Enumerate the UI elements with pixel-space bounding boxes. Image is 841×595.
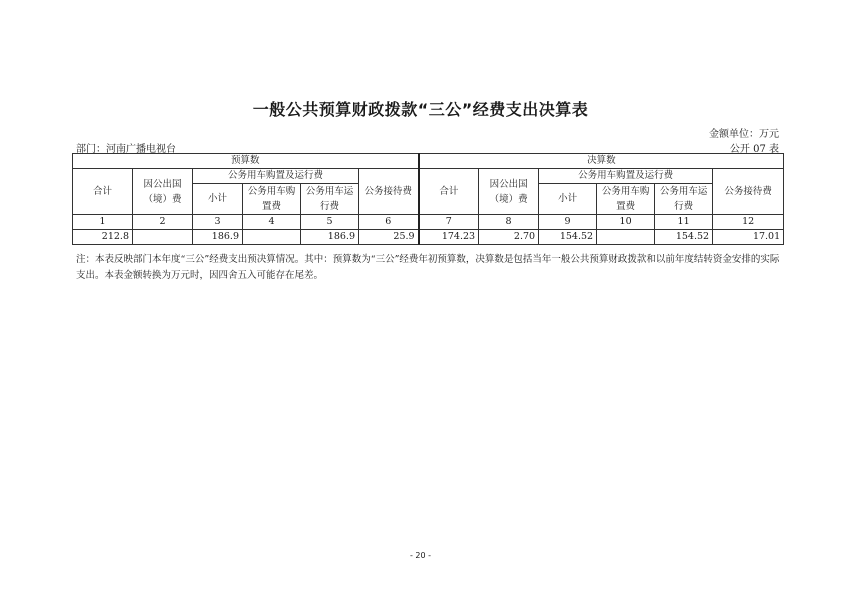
data-cell: 174.23 [419, 230, 479, 245]
final-vehicle-header: 公务用车购置及运行费 [539, 169, 713, 184]
data-cell: 212.8 [73, 230, 133, 245]
budget-subtotal-header: 小计 [193, 184, 243, 215]
column-number: 4 [243, 215, 301, 230]
column-number: 5 [301, 215, 359, 230]
data-cell: 25.9 [359, 230, 419, 245]
data-cell [243, 230, 301, 245]
budget-reception-header: 公务接待费 [359, 169, 419, 215]
amount-unit: 金额单位：万元 [709, 129, 779, 140]
final-vehicle-purchase-header: 公务用车购置费 [597, 184, 655, 215]
three-public-expenses-table [72, 153, 784, 245]
data-cell: 186.9 [301, 230, 359, 245]
final-header: 决算数 [419, 154, 784, 169]
data-cell: 154.52 [655, 230, 713, 245]
page-number: - 20 - [409, 551, 432, 560]
column-number: 6 [359, 215, 419, 230]
final-total-header: 合计 [419, 169, 479, 215]
data-cell: 17.01 [713, 230, 784, 245]
page-title: 一般公共预算财政拨款“三公”经费支出决算表 [252, 100, 589, 119]
department-label: 部门：河南广播电视台 [76, 144, 176, 155]
column-number: 10 [597, 215, 655, 230]
final-subtotal-header: 小计 [539, 184, 597, 215]
column-number: 8 [479, 215, 539, 230]
final-reception-header: 公务接待费 [713, 169, 784, 215]
table-row [73, 230, 784, 245]
table-number: 公开 07 表 [729, 144, 779, 155]
column-number: 2 [133, 215, 193, 230]
data-cell [133, 230, 193, 245]
data-cell: 154.52 [539, 230, 597, 245]
budget-total-header: 合计 [73, 169, 133, 215]
data-cell: 186.9 [193, 230, 243, 245]
final-abroad-header: 因公出国（境）费 [479, 169, 539, 215]
column-number: 7 [419, 215, 479, 230]
budget-header: 预算数 [73, 154, 419, 169]
budget-vehicle-header: 公务用车购置及运行费 [193, 169, 359, 184]
budget-vehicle-operation-header: 公务用车运行费 [301, 184, 359, 215]
final-vehicle-operation-header: 公务用车运行费 [655, 184, 713, 215]
data-cell [597, 230, 655, 245]
column-number: 11 [655, 215, 713, 230]
column-number: 3 [193, 215, 243, 230]
data-cell: 2.70 [479, 230, 539, 245]
column-number: 1 [73, 215, 133, 230]
column-number: 9 [539, 215, 597, 230]
budget-vehicle-purchase-header: 公务用车购置费 [243, 184, 301, 215]
column-number: 12 [713, 215, 784, 230]
budget-abroad-header: 因公出国（境）费 [133, 169, 193, 215]
table-note: 注：本表反映部门本年度“三公”经费支出预决算情况。其中：预算数为“三公”经费年初预算数，决算数是包括当年一般公共预算财政拨款和以前年度结转资金安排的实际支出。本表金额转换为万元时，因四舍五入可能存在尾差。 [76, 254, 780, 281]
